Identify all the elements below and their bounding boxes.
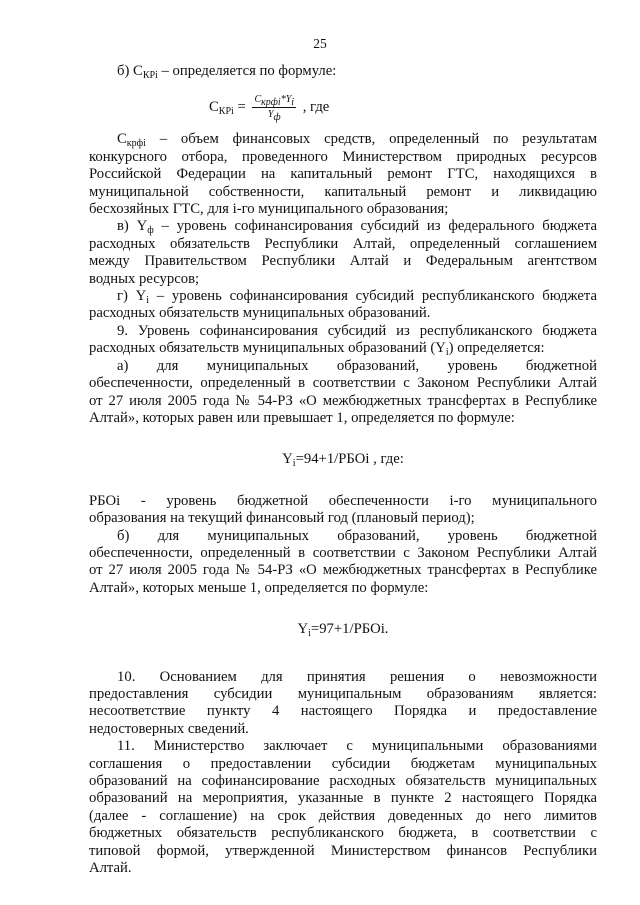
item9-line: расходных обязательств муниципальных образований (Y [89, 340, 446, 357]
page-content [89, 63, 597, 877]
def-yf-line: между Правительством Республики Алтай и Федеральным агентством [89, 253, 597, 270]
def-yi-symbol: г) Y [117, 288, 147, 305]
formula1-denominator [252, 108, 296, 124]
formula1-fraction [252, 94, 296, 124]
formula1-num-y-sub: i [291, 97, 295, 109]
item-11 [89, 738, 597, 877]
item9b-line: Алтай», которых меньше 1, определяется по формуле: [89, 579, 429, 596]
formula2-rest: =94+1/РБОi , где: [295, 451, 404, 468]
formula1-num-c-sub: крфi [261, 97, 281, 109]
formula3-sub: i [308, 628, 311, 640]
formula-yi-94 [89, 451, 597, 468]
def-c-symbol: С [117, 131, 127, 148]
rboi-line: образования на текущий финансовый год (плановый период); [89, 510, 475, 527]
formula1-lhs: C [209, 99, 219, 116]
item-b-text: – определяется по формуле: [157, 63, 337, 79]
formula1-num-c: C [254, 94, 262, 106]
rboi-line: РБОi - уровень бюджетной обеспеченности i-го муниципального [89, 492, 597, 509]
formula1-den-y-sub: ф [273, 112, 281, 124]
formula1-eq: = [233, 99, 246, 116]
page-number: 25 [313, 36, 327, 51]
item10-line: предоставления субсидии муниципальным образованиям является: [89, 685, 597, 702]
item9-line: 9. Уровень софинансирования субсидий из республиканского бюджета [117, 322, 597, 339]
formula1-suffix: , где [299, 99, 330, 116]
item11-line: бюджетных обязательств республиканского бюджета, в соответствии с [89, 825, 597, 842]
def-yf-symbol: в) Y [117, 218, 148, 235]
def-c-line: бесхозяйных ГТС, для i-го муниципального образования; [89, 201, 449, 218]
item9-sub: i [445, 347, 449, 359]
item-10 [89, 669, 597, 739]
formula3-y: Y [297, 621, 309, 638]
item10-line: недостоверных сведений. [89, 720, 249, 737]
definition-c-krfi [89, 131, 597, 218]
item11-line: типовой формой, утвержденной Министерством финансов Республики [89, 842, 597, 859]
formula-c-kri [209, 94, 597, 124]
item11-line: 11. Министерство заключает с муниципальными образованиями [117, 738, 597, 755]
item11-line: (далее - соглашение) на срок действия доведенных до него лимитов [89, 807, 597, 824]
item10-line: несоответствие пункту 4 настоящего Порядка и предоставление [89, 703, 597, 720]
formula1-lhs-sub: КРi [218, 106, 234, 118]
def-yi-symbol-sub: i [146, 295, 150, 307]
formula3-rest: =97+1/РБОi. [310, 621, 389, 638]
def-c-line: – объем финансовых средств, определенный по результатам [145, 131, 597, 148]
item11-line: образований на софинансирование расходных обязательств муниципальных [89, 773, 597, 789]
def-yf-line: расходных обязательств Республики Алтай, определенный соглашением [89, 235, 597, 252]
def-yf-line: водных ресурсов; [89, 270, 200, 287]
item11-line: Алтай. [89, 860, 132, 877]
item9b-line: обеспеченности, определенный в соответствии с Законом Республики Алтай [89, 544, 597, 561]
item-b-label: б) C [117, 63, 143, 79]
definition-y-i [89, 288, 597, 323]
item9-line-end: ) определяется: [448, 340, 545, 357]
item-9b [89, 528, 597, 598]
def-c-line: Российской Федерации на капитальный ремонт ГТС, находящихся в [89, 166, 597, 183]
item-b-heading [89, 63, 597, 80]
def-yi-line: расходных обязательств муниципальных образований. [89, 305, 431, 322]
formula2-y: Y [282, 451, 293, 468]
item9b-line: б) для муниципальных образований, уровень бюджетной [117, 527, 597, 544]
def-c-line: конкурсного отбора, проведенного Министерством природных ресурсов [89, 148, 597, 165]
item9a-line: обеспеченности, определенный в соответствии с Законом Республики Алтай [89, 375, 597, 392]
formula1-num-y: *Y [280, 94, 292, 106]
item9a-line: Алтай», которых равен или превышает 1, определяется по формуле: [89, 409, 515, 426]
item11-line: соглашения о предоставлении субсидии бюджетам муниципальных [89, 755, 597, 772]
formula1-den-y: Y [267, 109, 274, 121]
def-yi-line: – уровень софинансирования субсидий республиканского бюджета [149, 288, 598, 305]
item9a-line: а) для муниципальных образований, уровень бюджетной [117, 357, 597, 374]
item-9 [89, 323, 597, 358]
formula-yi-97 [89, 621, 597, 638]
definition-y-f [89, 218, 597, 288]
item11-line: образований на мероприятия, указанные в пункте 2 настоящего Порядка [89, 790, 597, 807]
formula2-sub: i [292, 458, 296, 470]
formula1-numerator [252, 94, 296, 108]
item-9a [89, 358, 597, 428]
item10-line: 10. Основанием для принятия решения о невозможности [117, 668, 597, 685]
item9a-line: от 27 июля 2005 года № 54-РЗ «О межбюджетных трансфертах в Республике [89, 392, 597, 409]
def-yf-symbol-sub: ф [147, 225, 154, 237]
item-b-subscript: КРi [142, 70, 158, 81]
item9b-line: от 27 июля 2005 года № 54-РЗ «О межбюджетных трансфертах в Республике [89, 562, 597, 579]
def-yf-line: – уровень софинансирования субсидий из федерального бюджета [153, 218, 597, 235]
def-c-line: муниципальной собственности, капитальный ремонт и ликвидацию [89, 183, 597, 200]
definition-rboi [89, 493, 597, 528]
def-c-symbol-sub: крфi [126, 138, 146, 150]
